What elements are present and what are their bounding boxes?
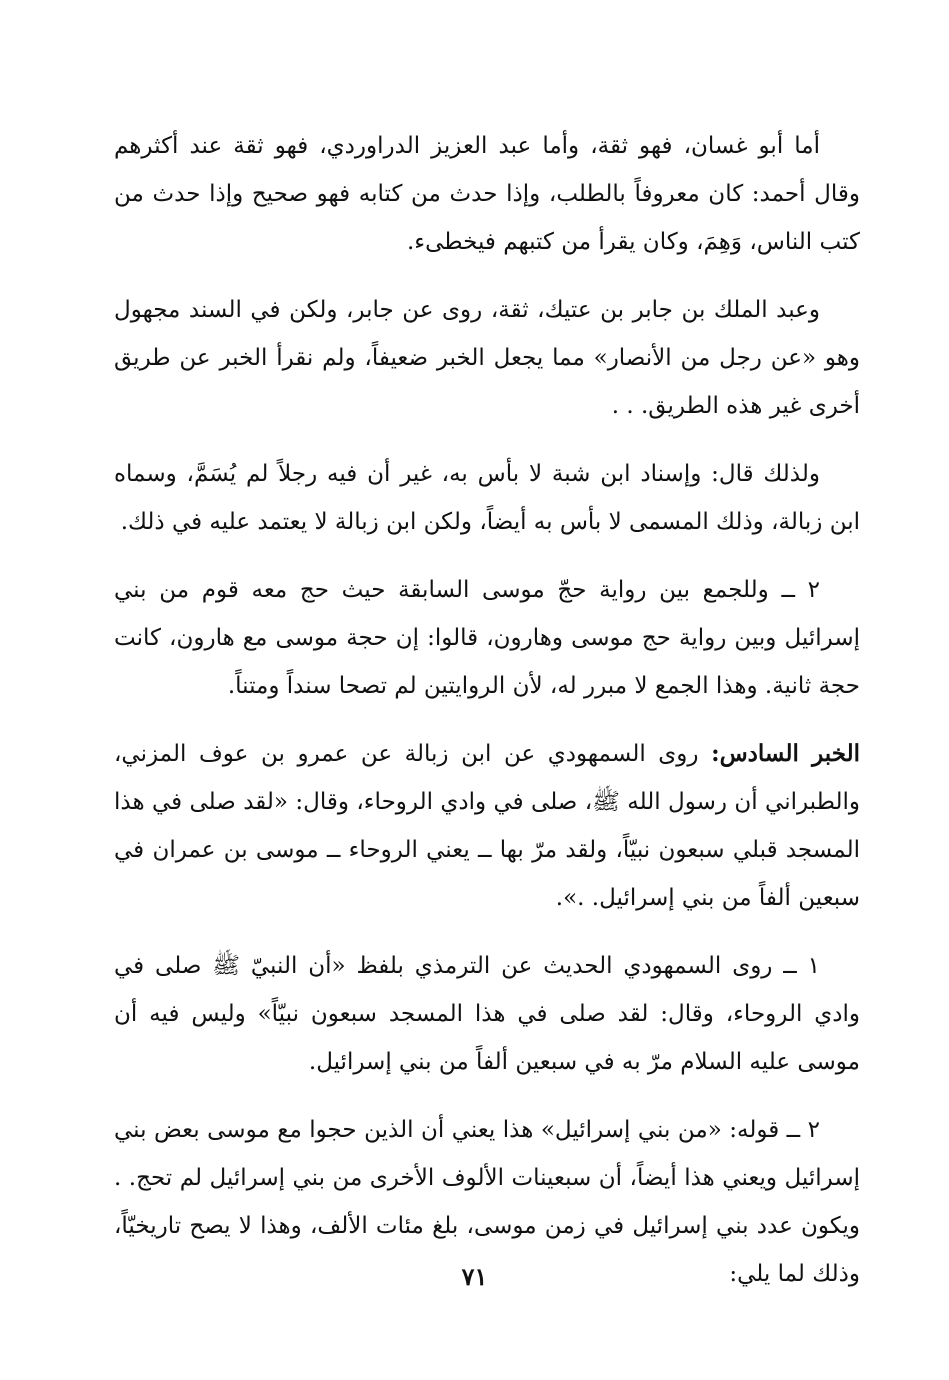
- paragraph-7-text: ٢ ــ قوله: «من بني إسرائيل» هذا يعني أن الذين حجوا مع موسى بعض بني إسرائيل ويعني هذا أيضاً، أن سبعينات الألوف الأخرى من بني إسرائيل لم تحج. . ويكون عدد بني إسرائيل في زمن موسى، بلغ مئات الألف، وهذا لا يصح تاريخيّاً، وذلك لما يلي:: [114, 1117, 860, 1287]
- paragraph-6-text: ١ ــ روى السمهودي الحديث عن الترمذي بلفظ «أن النبيّ ﷺ صلى في وادي الروحاء، وقال: لقد صلى في هذا المسجد سبعون نبيّاً» وليس فيه أن موسى عليه السلام مرّ به في سبعين ألفاً من بني إسرائيل.: [114, 953, 860, 1075]
- paragraph-2: [114, 286, 860, 430]
- paragraph-1: [114, 122, 860, 266]
- page-body: [114, 122, 860, 1318]
- paragraph-2-text: وعبد الملك بن جابر بن عتيك، ثقة، روى عن جابر، ولكن في السند مجهول وهو «عن رجل من الأنصار» مما يجعل الخبر ضعيفاً، ولم نقرأ الخبر عن طريق أخرى غير هذه الطريق. . .: [114, 297, 860, 419]
- section-heading: الخبر السادس:: [711, 740, 860, 767]
- paragraph-6: [114, 942, 860, 1086]
- paragraph-5-text: روى السمهودي عن ابن زبالة عن عمرو بن عوف المزني، والطبراني أن رسول الله ﷺ، صلى في وادي الروحاء، وقال: «لقد صلى في هذا المسجد قبلي سبعون نبيّاً، ولقد مرّ بها ــ يعني الروحاء ــ موسى بن عمران في سبعين ألفاً من بني إسرائيل. .».: [114, 741, 860, 911]
- paragraph-3-text: ولذلك قال: وإسناد ابن شبة لا بأس به، غير أن فيه رجلاً لم يُسَمَّ، وسماه ابن زبالة، وذلك المسمى لا بأس به أيضاً، ولكن ابن زبالة لا يعتمد عليه في ذلك.: [114, 461, 860, 535]
- paragraph-1-text: أما أبو غسان، فهو ثقة، وأما عبد العزيز الدراوردي، فهو ثقة عند أكثرهم وقال أحمد: كان معروفاً بالطلب، وإذا حدث من كتابه فهو صحيح وإذا حدث من كتب الناس، وَهِمَ، وكان يقرأ من كتبهم فيخطىء.: [114, 133, 860, 255]
- paragraph-3: [114, 450, 860, 546]
- paragraph-4-text: ٢ ــ وللجمع بين رواية حجّ موسى السابقة حيث حج معه قوم من بني إسرائيل وبين رواية حج موسى وهارون، قالوا: إن حجة موسى مع هارون، كانت حجة ثانية. وهذا الجمع لا مبرر له، لأن الروايتين لم تصحا سنداً ومتناً.: [114, 577, 860, 699]
- page-number: ٧١: [461, 1262, 488, 1291]
- paragraph-5: [114, 730, 860, 922]
- paragraph-4: [114, 566, 860, 710]
